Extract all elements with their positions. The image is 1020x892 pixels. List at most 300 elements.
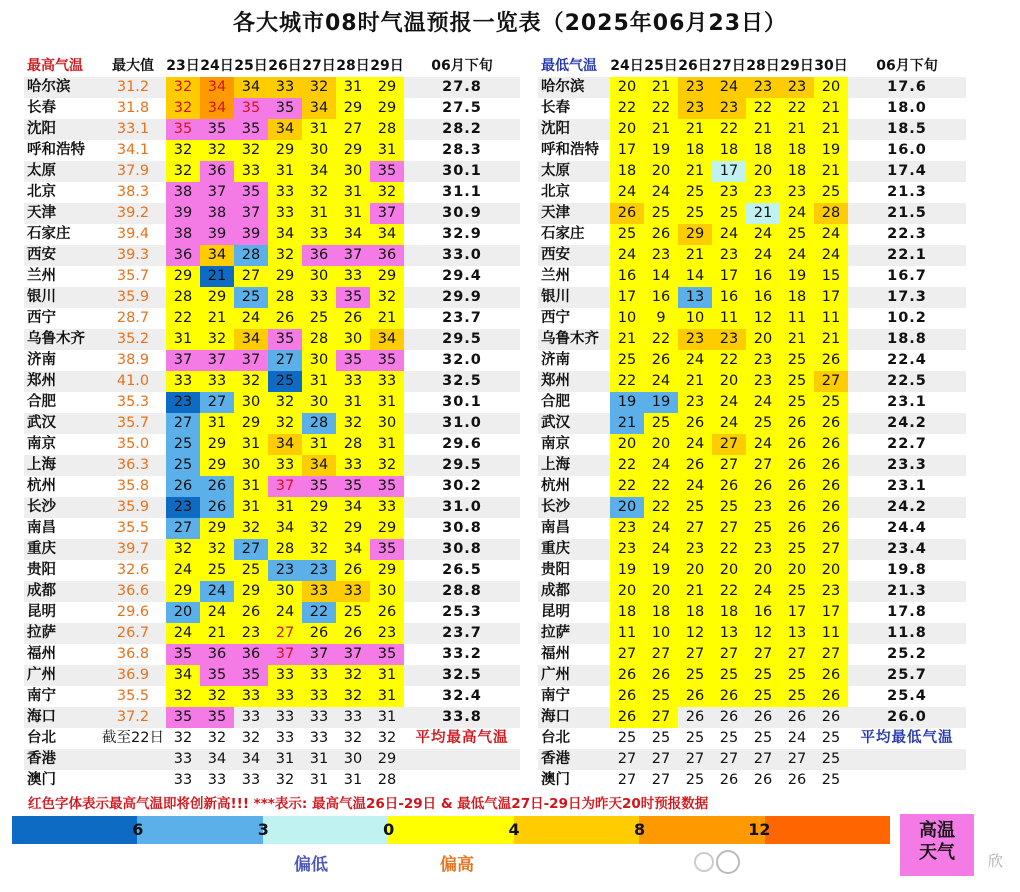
high-temp-cell: 24 (268, 602, 302, 623)
low-temp-cell: 16 (746, 287, 780, 308)
table-row (538, 455, 966, 476)
low-temp-cell: 23 (814, 581, 848, 602)
high-avg: 29.4 (442, 268, 482, 284)
high-temp-cell: 31 (370, 707, 404, 728)
high-avg: 27.5 (442, 100, 482, 116)
low-temp-cell: 27 (644, 644, 678, 665)
high-temp-cell: 35 (268, 329, 302, 350)
low-temp-cell: 26 (644, 665, 678, 686)
low-temp-cell: 26 (814, 497, 848, 518)
low-temp-cell: 11 (780, 308, 814, 329)
high-temp-cell: 33 (302, 665, 336, 686)
table-row (24, 413, 520, 434)
low-temp-cell: 22 (644, 98, 678, 119)
low-avg: 24.4 (887, 520, 927, 536)
low-temp-cell: 25 (746, 518, 780, 539)
high-avg: 33.0 (404, 245, 520, 266)
high-temp-cell: 35 (234, 98, 268, 119)
low-temp-cell: 17 (712, 161, 746, 182)
high-temp-cell: 29 (370, 266, 404, 287)
watermark (690, 846, 1004, 886)
low-temp-cell: 26 (719, 772, 739, 788)
low-temp-cell: 24 (780, 203, 814, 224)
low-temp-cell: 24 (610, 182, 644, 203)
city-name: 广州 (24, 665, 100, 686)
low-temp-cell: 26 (780, 434, 814, 455)
high-temp-cell: 33 (336, 371, 370, 392)
low-temp-cell: 18 (644, 602, 678, 623)
low-temp-cell: 27 (610, 749, 644, 770)
high-temp-cell: 32 (200, 686, 234, 707)
low-avg: 23.1 (887, 478, 927, 494)
low-temp-cell: 25 (780, 581, 814, 602)
city-name: 银川 (24, 287, 100, 308)
high-temp-cell: 32 (336, 413, 370, 434)
low-temp-cell: 19 (644, 560, 678, 581)
low-temp-cell: 22 (746, 98, 780, 119)
low-temp-cell: 23 (678, 77, 712, 98)
high-avg: 29.5 (404, 329, 520, 350)
low-temp-cell: 28 (814, 203, 848, 224)
high-temp-cell: 31 (370, 665, 404, 686)
high-temp-cell: 34 (302, 98, 336, 119)
high-temp-cell: 32 (200, 329, 234, 350)
high-temp-cell: 34 (200, 749, 234, 770)
high-temp-cell: 31 (370, 392, 404, 413)
low-temp-cell: 18 (712, 140, 746, 161)
low-temp-cell: 24 (712, 392, 746, 413)
city-name: 哈尔滨 (24, 77, 100, 98)
high-avg: 28.3 (442, 142, 482, 158)
high-temp-cell: 33 (268, 455, 302, 476)
low-temp-cell: 25 (780, 224, 814, 245)
low-temp-cell: 25 (814, 182, 848, 203)
table-row (24, 665, 520, 686)
table-row (538, 98, 966, 119)
high-temp-cell: 30 (336, 749, 370, 770)
low-temp-cell: 22 (712, 350, 746, 371)
legend-tick: 6 (132, 820, 144, 839)
high-avg: 27.8 (404, 77, 520, 98)
city-name: 呼和浩特 (27, 142, 85, 158)
high-temp-cell: 26 (336, 623, 370, 644)
low-temp-cell: 25 (719, 730, 739, 746)
max-value: 39.3 (100, 245, 166, 266)
high-temp-cell: 25 (268, 371, 302, 392)
high-temp-cell: 27 (268, 623, 302, 644)
legend-tick: 0 (383, 820, 395, 839)
table-row (24, 770, 520, 791)
high-temp-cell: 35 (200, 665, 234, 686)
low-avg: 21.3 (887, 184, 927, 200)
low-temp-cell: 22 (610, 371, 644, 392)
high-avg: 28.8 (404, 581, 520, 602)
city-name: 济南 (541, 352, 570, 368)
city-name: 广州 (538, 665, 610, 686)
low-temp-cell: 23 (780, 77, 814, 98)
table-row (24, 182, 520, 203)
city-name: 拉萨 (24, 623, 100, 644)
low-temp-cell: 27 (746, 644, 780, 665)
low-temp-cell: 22 (712, 581, 746, 602)
low-temp-cell: 26 (678, 413, 712, 434)
high-temp-cell: 32 (302, 77, 336, 98)
legend-high-label: 偏高 (440, 855, 474, 875)
high-temp-cell: 31 (302, 119, 336, 140)
table-row (24, 623, 520, 644)
low-temp-cell: 25 (712, 665, 746, 686)
low-temp-cell: 25 (746, 413, 780, 434)
high-temp-cell: 22 (166, 308, 200, 329)
high-avg: 32.5 (404, 665, 520, 686)
city-name: 福州 (27, 646, 56, 662)
hot-label: 高温 (919, 820, 955, 841)
table-row (538, 644, 966, 665)
high-temp-cell: 32 (370, 287, 404, 308)
low-temp-cell: 27 (780, 749, 814, 770)
high-temp-cell: 29 (370, 749, 404, 770)
max-value: 31.2 (100, 77, 166, 98)
low-temp-cell: 24 (780, 245, 814, 266)
high-avg: 32.5 (404, 371, 520, 392)
high-temp-cell: 30 (370, 581, 404, 602)
max-value: 35.3 (116, 394, 150, 410)
low-temp-cell: 27 (617, 772, 637, 788)
high-temp-cell: 34 (166, 665, 200, 686)
city-name: 银川 (538, 287, 610, 308)
low-avg: 24.2 (848, 497, 966, 518)
high-temp-cell: 34 (268, 119, 302, 140)
low-temp-cell: 26 (644, 224, 678, 245)
day-header: 26日 (678, 58, 712, 74)
low-temp-cell: 22 (712, 539, 746, 560)
low-temp-cell: 21 (814, 329, 848, 350)
city-name: 上海 (538, 455, 610, 476)
high-avg: 25.3 (442, 604, 482, 620)
high-avg: 33.2 (442, 646, 482, 662)
high-temp-cell: 30 (336, 161, 370, 182)
low-temp-cell: 25 (780, 539, 814, 560)
low-temp-cell: 20 (610, 497, 644, 518)
max-value: 截至22日 (102, 730, 164, 746)
low-temp-cell: 16 (712, 287, 746, 308)
max-table-header (24, 56, 520, 77)
high-temp-cell: 21 (200, 266, 234, 287)
high-temp-cell: 31 (302, 749, 336, 770)
day-header: 28日 (746, 58, 780, 74)
city-name: 杭州 (27, 478, 56, 494)
table-row (24, 497, 520, 518)
high-temp-cell: 35 (268, 98, 302, 119)
city-name: 武汉 (538, 413, 610, 434)
high-temp-cell: 26 (166, 476, 200, 497)
high-temp-cell: 37 (166, 350, 200, 371)
low-temp-cell: 13 (712, 623, 746, 644)
day-header: 27日 (302, 58, 336, 74)
city-name: 海口 (24, 707, 100, 728)
low-temp-cell: 21 (678, 581, 712, 602)
high-temp-cell: 33 (268, 203, 302, 224)
low-temp-cell: 22 (610, 98, 644, 119)
high-temp-cell: 34 (200, 245, 234, 266)
low-temp-cell: 17 (814, 602, 848, 623)
low-temp-cell: 20 (746, 560, 780, 581)
high-temp-cell: 37 (370, 203, 404, 224)
day-header: 26日 (268, 58, 302, 74)
low-avg: 平均最低气温 (860, 730, 954, 746)
high-temp-cell: 31 (343, 772, 363, 788)
high-temp-cell: 23 (268, 560, 302, 581)
city-name: 乌鲁木齐 (24, 329, 100, 350)
high-temp-cell: 33 (302, 581, 336, 602)
high-temp-cell: 32 (166, 161, 200, 182)
high-temp-cell: 27 (336, 119, 370, 140)
high-temp-cell: 33 (166, 749, 200, 770)
low-avg: 18.5 (848, 119, 966, 140)
low-temp-cell: 24 (712, 224, 746, 245)
low-temp-cell: 27 (814, 371, 848, 392)
low-temp-cell: 24 (746, 224, 780, 245)
high-temp-cell: 34 (302, 455, 336, 476)
high-temp-cell: 35 (166, 119, 200, 140)
high-temp-cell: 26 (336, 308, 370, 329)
city-name: 长春 (541, 100, 570, 116)
hot-label: 天气 (919, 842, 955, 863)
high-temp-cell: 27 (200, 392, 234, 413)
table-row (538, 350, 966, 371)
city-name: 兰州 (541, 268, 570, 284)
low-avg: 23.1 (887, 394, 927, 410)
high-temp-cell: 29 (370, 560, 404, 581)
high-temp-cell: 28 (166, 287, 200, 308)
table-row (538, 749, 966, 770)
city-name: 上海 (24, 455, 100, 476)
high-temp-cell: 23 (166, 497, 200, 518)
high-temp-cell: 33 (302, 686, 336, 707)
high-avg: 32.0 (442, 352, 482, 368)
low-temp-cell: 26 (814, 686, 848, 707)
city-name: 南宁 (27, 688, 56, 704)
city-name: 南京 (541, 436, 570, 452)
legend-seg-c6 (12, 816, 144, 844)
low-temp-cell: 25 (610, 224, 644, 245)
table-row (538, 287, 966, 308)
high-temp-cell: 27 (234, 266, 268, 287)
high-temp-cell: 33 (336, 707, 370, 728)
high-temp-cell: 28 (302, 329, 336, 350)
high-temp-cell: 29 (370, 518, 404, 539)
high-temp-cell: 29 (200, 287, 234, 308)
high-temp-cell: 29 (370, 98, 404, 119)
low-temp-cell: 17 (780, 602, 814, 623)
low-temp-cell: 18 (780, 140, 814, 161)
high-temp-cell: 21 (370, 308, 404, 329)
table-row (24, 350, 520, 371)
high-temp-cell: 29 (166, 266, 200, 287)
high-temp-cell: 37 (200, 182, 234, 203)
table-row (538, 770, 966, 791)
high-temp-cell: 24 (200, 602, 234, 623)
low-temp-cell: 21 (746, 119, 780, 140)
high-temp-cell: 29 (336, 518, 370, 539)
low-temp-cell: 22 (644, 497, 678, 518)
low-temp-cell: 24 (746, 392, 780, 413)
high-temp-cell: 32 (302, 182, 336, 203)
table-row (538, 245, 966, 266)
low-avg: 22.5 (848, 371, 966, 392)
city-name: 北京 (27, 184, 56, 200)
low-temp-cell: 26 (814, 707, 848, 728)
city-name: 澳门 (27, 772, 56, 788)
high-temp-cell: 31 (234, 434, 268, 455)
high-avg: 31.0 (404, 497, 520, 518)
low-avg: 17.8 (887, 604, 927, 620)
low-avg: 25.2 (887, 646, 927, 662)
low-temp-cell: 26 (814, 413, 848, 434)
high-temp-cell: 31 (370, 686, 404, 707)
table-row (24, 329, 520, 350)
high-temp-cell: 35 (370, 644, 404, 665)
city-name: 哈尔滨 (538, 77, 610, 98)
table-row (24, 518, 520, 539)
high-avg: 30.1 (404, 161, 520, 182)
high-temp-cell: 37 (234, 350, 268, 371)
high-temp-cell: 23 (234, 623, 268, 644)
high-temp-cell: 24 (200, 581, 234, 602)
city-name: 福州 (541, 646, 570, 662)
low-temp-cell: 26 (610, 707, 644, 728)
low-temp-cell: 25 (780, 350, 814, 371)
high-temp-cell: 35 (200, 119, 234, 140)
low-avg: 16.0 (887, 142, 927, 158)
high-avg: 29.5 (404, 455, 520, 476)
city-name: 杭州 (541, 478, 570, 494)
table-row (24, 602, 520, 623)
table-row (538, 623, 966, 644)
watermark-text: 欣 (988, 852, 1004, 870)
low-temp-cell: 14 (678, 266, 712, 287)
table-row (538, 539, 966, 560)
low-temp-cell: 26 (780, 707, 814, 728)
low-avg: 25.7 (848, 665, 966, 686)
low-temp-cell: 24 (678, 350, 712, 371)
low-temp-cell: 24 (644, 371, 678, 392)
low-temp-cell: 21 (814, 98, 848, 119)
low-temp-cell: 27 (814, 539, 848, 560)
low-avg (848, 770, 966, 791)
high-temp-cell: 29 (302, 497, 336, 518)
max-value: 38.9 (116, 352, 150, 368)
low-temp-cell: 21 (610, 413, 644, 434)
city-name: 香港 (538, 749, 610, 770)
low-temp-cell: 24 (712, 413, 746, 434)
max-value: 35.8 (116, 478, 150, 494)
high-avg: 30.8 (404, 539, 520, 560)
low-avg: 17.3 (848, 287, 966, 308)
low-temp-cell: 19 (780, 266, 814, 287)
max-value: 35.0 (116, 436, 150, 452)
high-temp-cell: 28 (268, 287, 302, 308)
low-temp-cell: 25 (821, 772, 841, 788)
max-value: 31.8 (116, 100, 150, 116)
high-temp-cell: 31 (268, 749, 302, 770)
table-row (538, 434, 966, 455)
legend-tick: 3 (257, 820, 269, 839)
high-temp-cell: 30 (336, 329, 370, 350)
low-temp-cell: 25 (753, 730, 773, 746)
low-temp-cell: 11 (610, 623, 644, 644)
table-row (24, 644, 520, 665)
legend-seg-c0 (765, 816, 890, 844)
high-avg: 26.5 (442, 562, 482, 578)
table-row (538, 203, 966, 224)
table-row (24, 140, 520, 161)
high-temp-cell: 34 (200, 98, 234, 119)
low-temp-cell: 11 (712, 308, 746, 329)
high-temp-cell: 29 (200, 434, 234, 455)
low-temp-cell: 26 (814, 455, 848, 476)
max-value (100, 749, 166, 770)
low-temp-cell: 25 (678, 665, 712, 686)
low-temp-cell: 23 (780, 182, 814, 203)
max-value: 36.3 (100, 455, 166, 476)
city-name: 长沙 (538, 497, 610, 518)
high-temp-cell: 32 (336, 686, 370, 707)
table-row (24, 266, 520, 287)
avg-header: 06月下旬 (431, 58, 493, 74)
high-temp-cell: 32 (234, 518, 268, 539)
city-name: 呼和浩特 (541, 142, 599, 158)
table-row (24, 560, 520, 581)
city-name: 沈阳 (24, 119, 100, 140)
day-header: 29日 (370, 58, 404, 74)
high-temp-cell: 21 (200, 623, 234, 644)
low-temp-cell: 10 (610, 308, 644, 329)
high-temp-cell: 33 (302, 287, 336, 308)
low-temp-cell: 25 (780, 371, 814, 392)
max-value: 39.4 (116, 226, 150, 242)
low-temp-cell: 26 (780, 455, 814, 476)
low-temp-cell: 22 (610, 455, 644, 476)
low-temp-cell: 25 (678, 182, 712, 203)
min-table-label: 最低气温 (541, 58, 597, 74)
watermark-logo-icon (694, 852, 714, 872)
high-temp-cell: 32 (302, 518, 336, 539)
low-temp-cell: 14 (644, 266, 678, 287)
high-temp-cell: 32 (234, 140, 268, 161)
low-temp-cell: 17 (814, 287, 848, 308)
low-temp-cell: 20 (712, 560, 746, 581)
low-temp-cell: 20 (814, 77, 848, 98)
low-temp-cell: 20 (644, 161, 678, 182)
high-temp-cell: 32 (166, 98, 200, 119)
low-temp-cell: 23 (678, 392, 712, 413)
high-temp-cell: 32 (166, 77, 200, 98)
low-avg: 17.4 (848, 161, 966, 182)
low-avg: 23.3 (848, 455, 966, 476)
low-temp-cell: 16 (746, 602, 780, 623)
high-temp-cell: 30 (302, 392, 336, 413)
high-temp-cell: 31 (336, 182, 370, 203)
city-name: 太原 (538, 161, 610, 182)
low-temp-cell: 26 (678, 707, 712, 728)
high-temp-cell: 35 (370, 476, 404, 497)
low-avg: 16.7 (887, 268, 927, 284)
low-temp-cell: 25 (678, 203, 712, 224)
high-temp-cell: 36 (302, 245, 336, 266)
high-avg: 30.8 (442, 520, 482, 536)
max-value: 37.9 (100, 161, 166, 182)
